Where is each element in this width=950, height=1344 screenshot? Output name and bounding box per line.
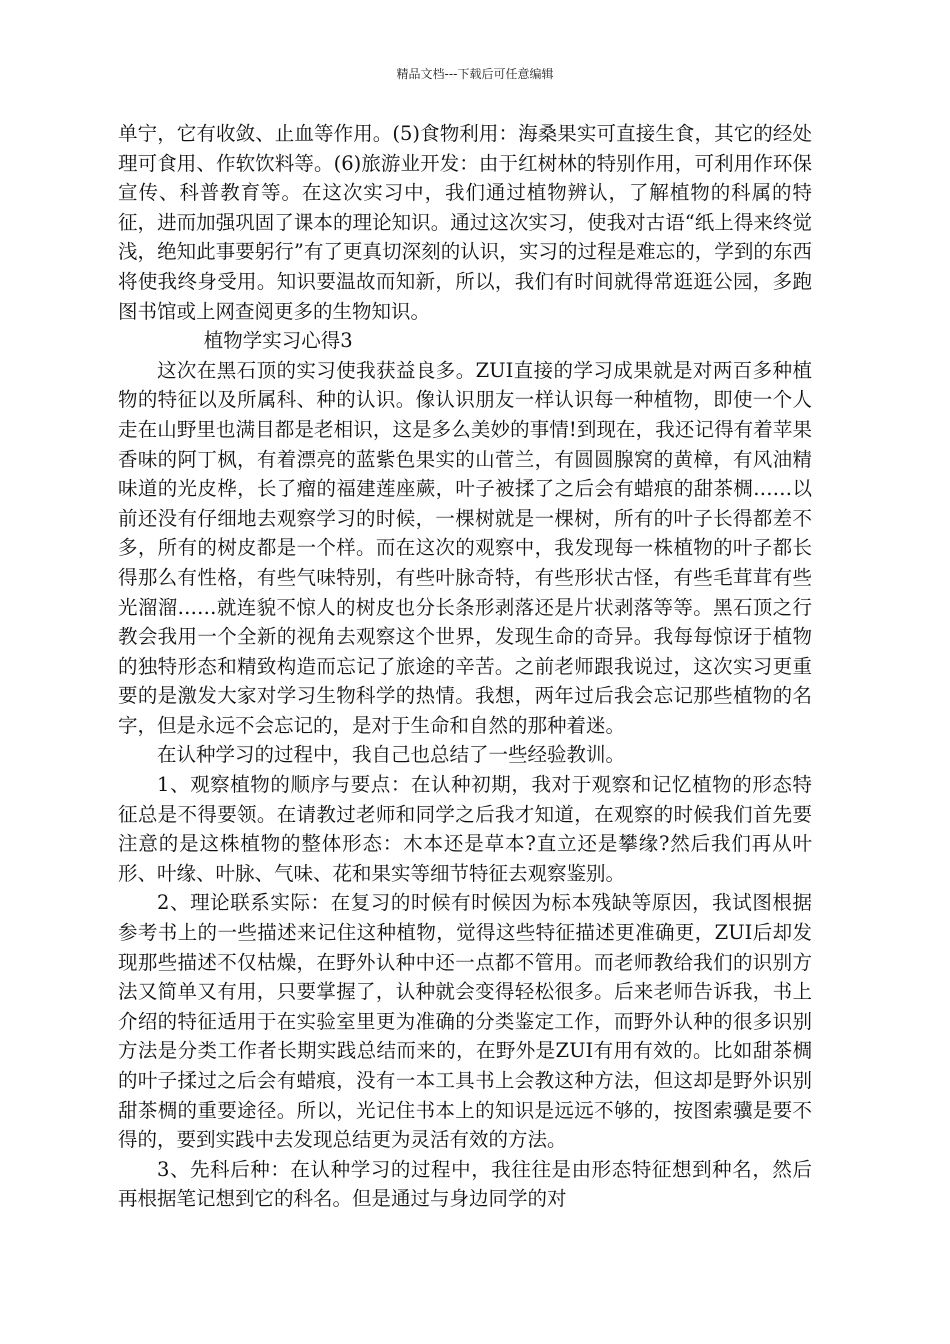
paragraph: 这次在黑石顶的实习使我获益良多。ZUI直接的学习成果就是对两百多种植物的特征以及所属科、种的认识。像认识朋友一样认识每一种植物，即使一个人走在山野里也满目都是老相识，这是多么美妙的事情!到现在，我还记得有着苹果香味的阿丁枫，有着漂亮的蓝紫色果实的山菅兰，有圆圆腺窝的黄樟，有风油精味道的光皮桦，长了瘤的福建莲座蕨，叶子被揉了之后会有蜡痕的甜茶椆……以前还没有仔细地去观察学习的时候，一棵树就是一棵树，所有的叶子长得都差不多，所有的树皮都是一个样。而在这次的观察中，我发现每一株植物的叶子都长得那么有性格，有些气味特别，有些叶脉奇特，有些形状古怪，有些毛茸茸有些光溜溜……就连貌不惊人的树皮也分长条形剥落还是片状剥落等等。黑石顶之行教会我用一个全新的视角去观察这个世界，发现生命的奇异。我每每惊讶于植物的独特形态和精致构造而忘记了旅途的辛苦。之前老师跟我说过，这次实习更重要的是激发大家对学习生物科学的热情。我想，两年过后我会忘记那些植物的名字，但是永远不会忘记的，是对于生命和自然的那种着迷。: [118, 358, 812, 737]
document-body: [118, 119, 812, 1214]
section-heading: 植物学实习心得3: [203, 329, 353, 353]
paragraph: 3、先科后种：在认种学习的过程中，我往往是由形态特征想到种名，然后再根据笔记想到它的科名。但是通过与身边同学的对: [118, 1157, 812, 1211]
paragraph: 2、理论联系实际：在复习的时候有时候因为标本残缺等原因，我试图根据参考书上的一些描述来记住这种植物，觉得这些特征描述更准确更，ZUI后却发现那些描述不仅枯燥，在野外认种中还一点都不管用。而老师教给我们的识别方法又简单又有用，只要掌握了，认种就会变得轻松很多。后来老师告诉我，书上介绍的特征适用于在实验室里更为准确的分类鉴定工作，而野外认种的很多识别方法是分类工作者长期实践总结而来的，在野外是ZUI有用有效的。比如甜茶椆的叶子揉过之后会有蜡痕，没有一本工具书上会教这种方法，但这却是野外识别甜茶椆的重要途径。所以，光记住书本上的知识是远远不够的，按图索骥是要不得的，要到实践中去发现总结更为灵活有效的方法。: [118, 891, 812, 1152]
paragraph-continuation: 单宁，它有收敛、止血等作用。(5)食物利用：海桑果实可直接生食，其它的经处理可食用、作软饮料等。(6)旅游业开发：由于红树林的特别作用，可利用作环保宣传、科普教育等。在这次实习中，我们通过植物辨认，了解植物的科属的特征，进而加强巩固了课本的理论知识。通过这次实习，使我对古语“纸上得来终觉浅，绝知此事要躬行”有了更真切深刻的认识，实习的过程是难忘的，学到的东西将使我终身受用。知识要温故而知新，所以，我们有时间就得常逛逛公园，多跑图书馆或上网查阅更多的生物知识。: [118, 122, 812, 323]
paragraph: 在认种学习的过程中，我自己也总结了一些经验教训。: [157, 743, 626, 767]
page-header: 精品文档---下载后可任意编辑: [396, 67, 554, 81]
paragraph: 1、观察植物的顺序与要点：在认种初期，我对于观察和记忆植物的形态特征总是不得要领。在请教过老师和同学之后我才知道，在观察的时候我们首先要注意的是这株植物的整体形态：木本还是草本?直立还是攀缘?然后我们再从叶形、叶缘、叶脉、气味、花和果实等细节特征去观察鉴别。: [118, 773, 812, 885]
